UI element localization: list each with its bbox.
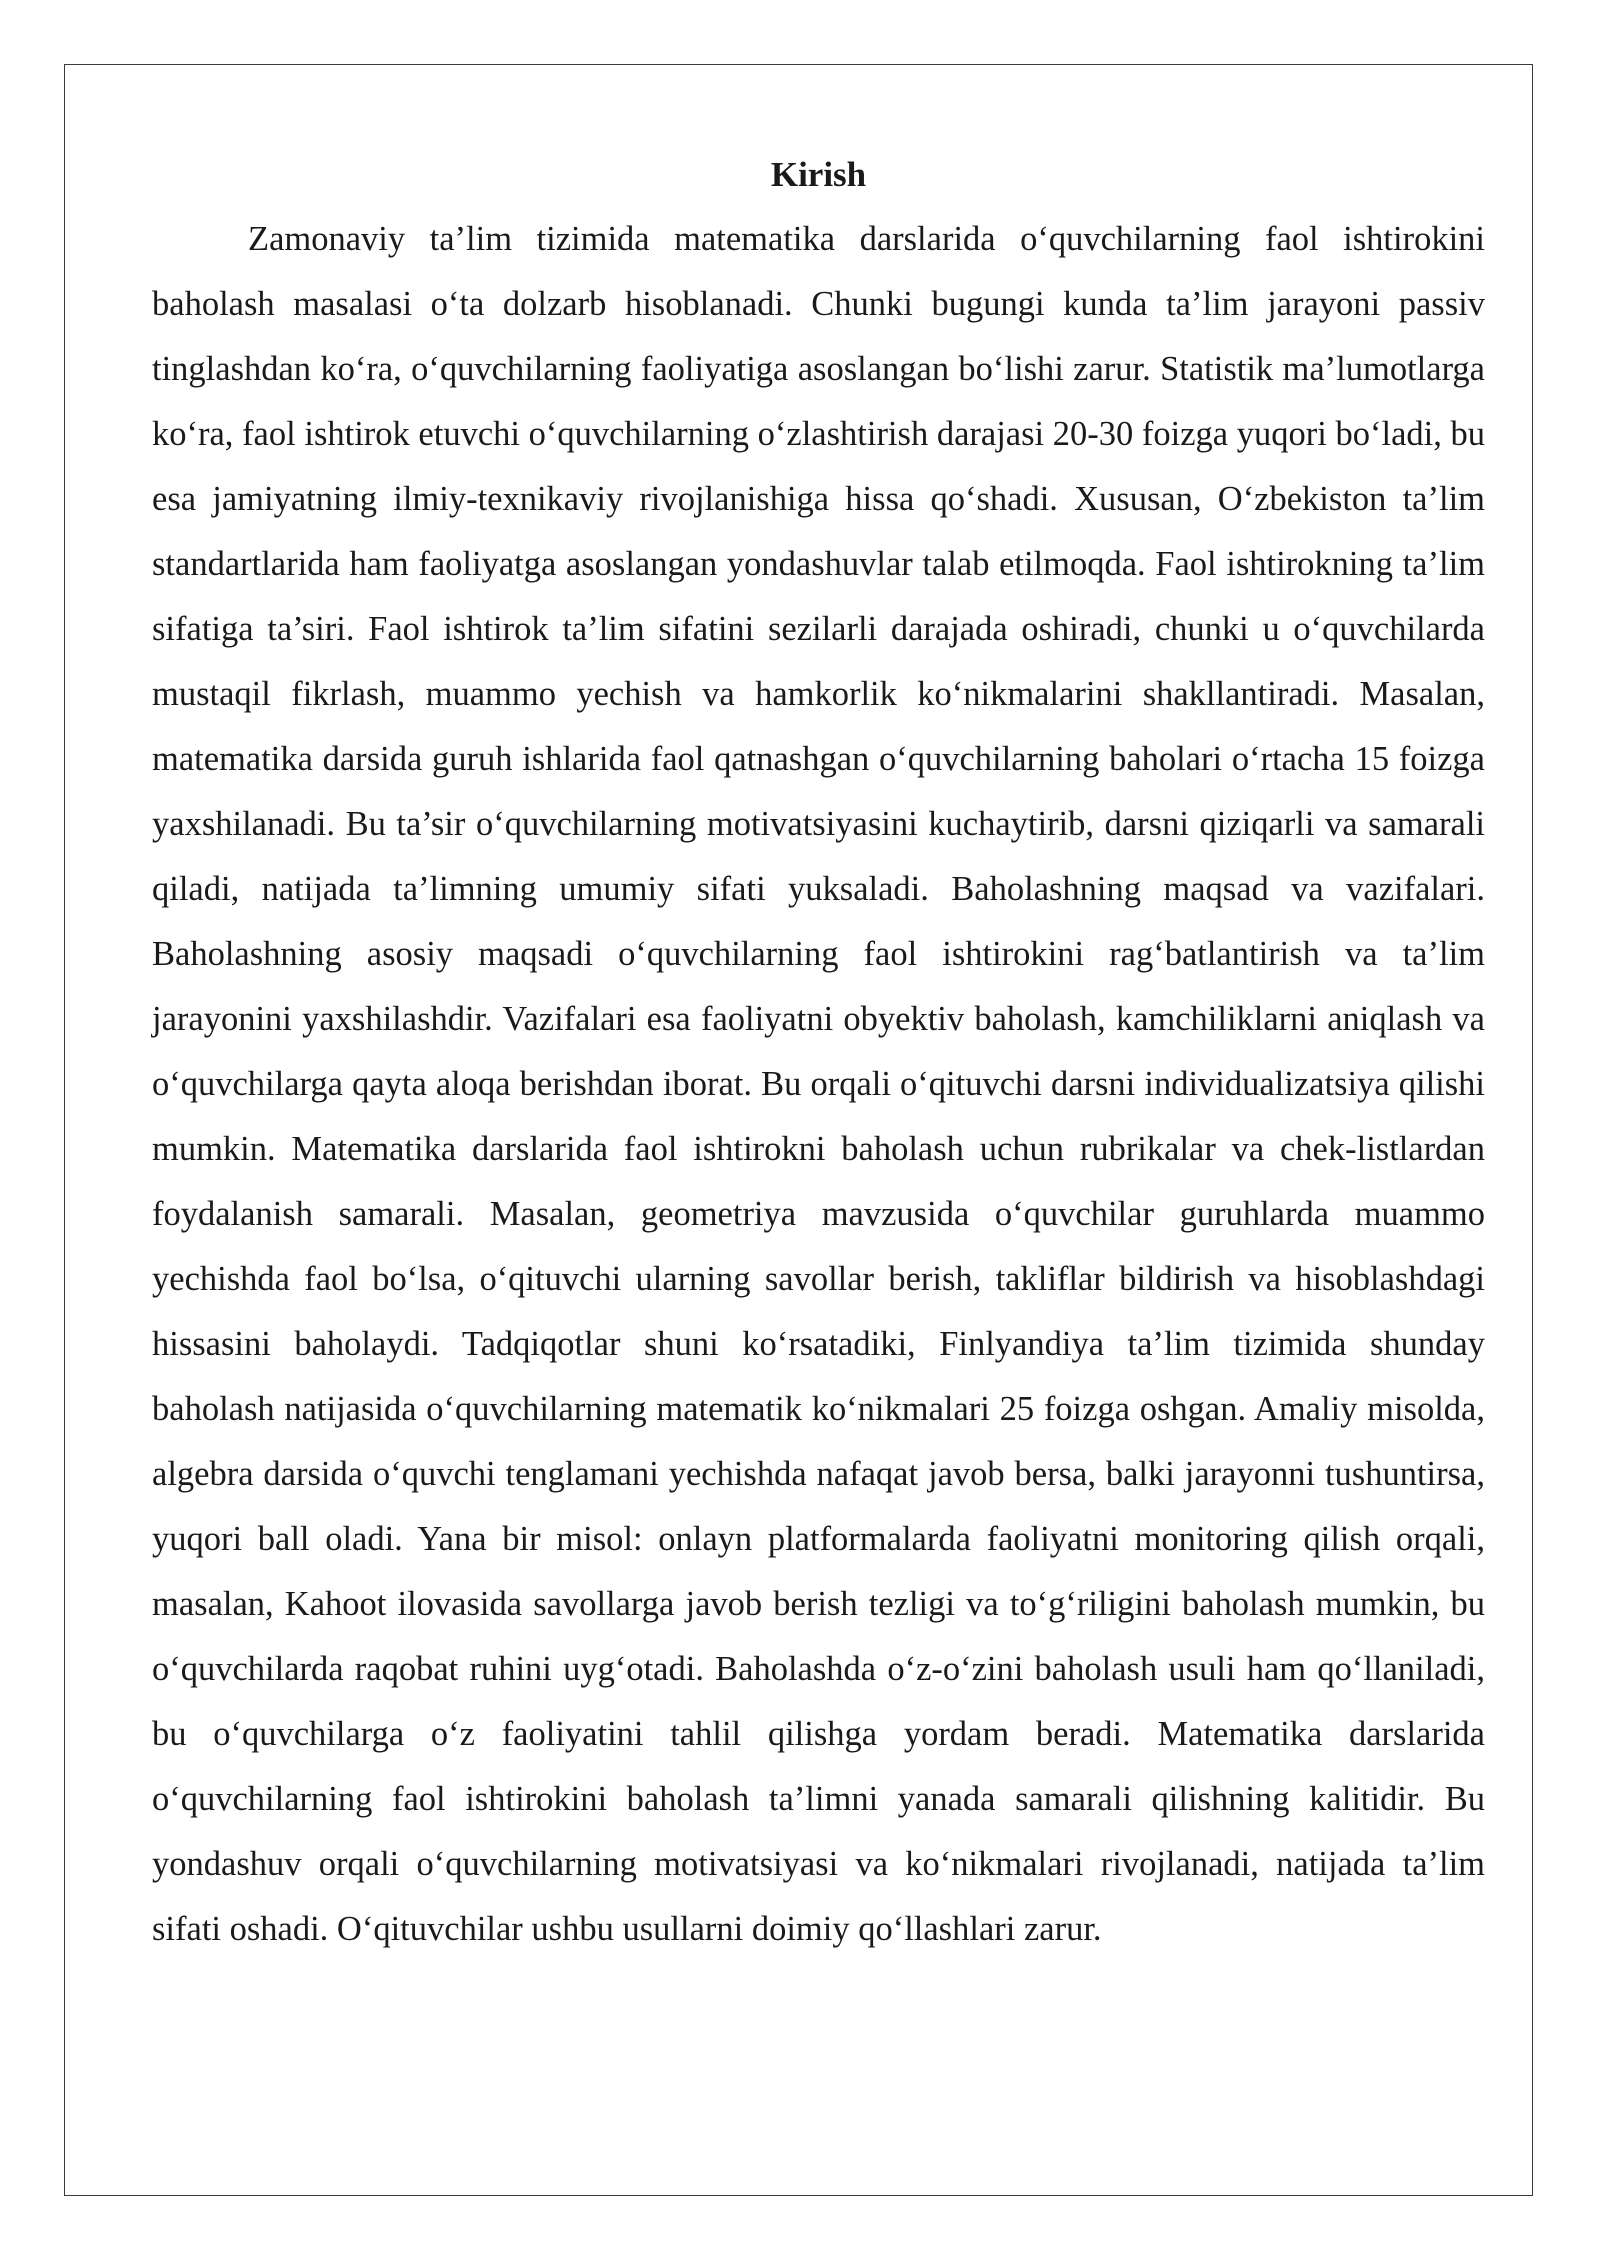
body-paragraph: Zamonaviy ta’lim tizimida matematika darslarida o‘quvchilarning faol ishtirokini baholash masalasi o‘ta dolzarb hisoblanadi. Chunki bugungi kunda ta’lim jarayoni passiv tinglashdan ko‘ra, o‘quvchilarning faoliyatiga asoslangan bo‘lishi zarur. Statistik ma’lumotlarga ko‘ra, faol ishtirok etuvchi o‘quvchilarning o‘zlashtirish darajasi 20-30 foizga yuqori bo‘ladi, bu esa jamiyatning ilmiy-texnikaviy rivojlanishiga hissa qo‘shadi. Xususan, O‘zbekiston ta’lim standartlarida ham faoliyatga asoslangan yondashuvlar talab etilmoqda. Faol ishtirokning ta’lim sifatiga ta’siri. Faol ishtirok ta’lim sifatini sezilarli darajada oshiradi, chunki u o‘quvchilarda mustaqil fikrlash, muammo yechish va hamkorlik ko‘nikmalarini shakllantiradi. Masalan, matematika darsida guruh ishlarida faol qatnashgan o‘quvchilarning baholari o‘rtacha 15 foizga yaxshilanadi. Bu ta’sir o‘quvchilarning motivatsiyasini kuchaytirib, darsni qiziqarli va samarali qiladi, natijada ta’limning umumiy sifati yuksaladi. Baholashning maqsad va vazifalari. Baholashning asosiy maqsadi o‘quvchilarning faol ishtirokini rag‘batlantirish va ta’lim jarayonini yaxshilashdir. Vazifalari esa faoliyatni obyektiv baholash, kamchiliklarni aniqlash va o‘quvchilarga qayta aloqa berishdan iborat. Bu orqali o‘qituvchi darsni individualizatsiya qilishi mumkin. Matematika darslarida faol ishtirokni baholash uchun rubrikalar va chek-listlardan foydalanish samarali. Masalan, geometriya mavzusida o‘quvchilar guruhlarda muammo yechishda faol bo‘lsa, o‘qituvchi ularning savollar berish, takliflar bildirish va hisoblashdagi hissasini baholaydi. Tadqiqotlar shuni ko‘rsatadiki, Finlyandiya ta’lim tizimida shunday baholash natijasida o‘quvchilarning matematik ko‘nikmalari 25 foizga oshgan. Amaliy misolda, algebra darsida o‘quvchi tenglamani yechishda nafaqat javob bersa, balki jarayonni tushuntirsa, yuqori ball oladi. Yana bir misol: onlayn platformalarda faoliyatni monitoring qilish orqali, masalan, Kahoot ilovasida savollarga javob berish tezligi va to‘g‘riligini baholash mumkin, bu o‘quvchilarda raqobat ruhini uyg‘otadi. Baholashda o‘z-o‘zini baholash usuli ham qo‘llaniladi, bu o‘quvchilarga o‘z faoliyatini tahlil qilishga yordam beradi. Matematika darslarida o‘quvchilarning faol ishtirokini baholash ta’limni yanada samarali qilishning kalitidir. Bu yondashuv orqali o‘quvchilarning motivatsiyasi va ko‘nikmalari rivojlanadi, natijada ta’lim sifati oshadi. O‘qituvchilar ushbu usullarni doimiy qo‘llashlari zarur.: [152, 220, 1485, 1948]
document-body: [152, 142, 1485, 1962]
document-title: Kirish: [770, 155, 867, 194]
